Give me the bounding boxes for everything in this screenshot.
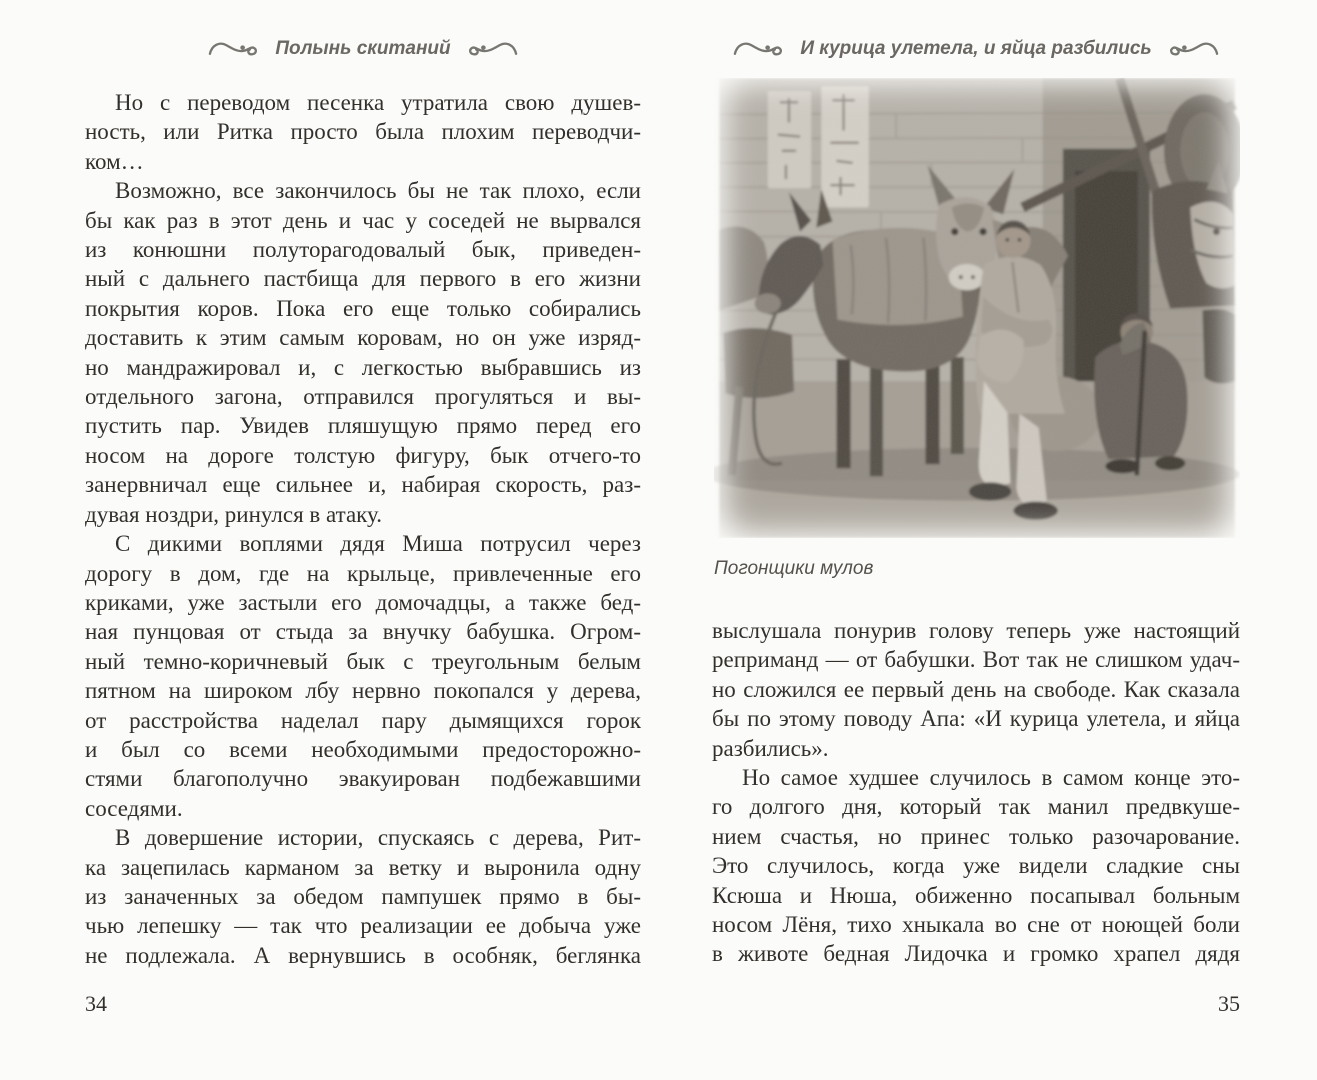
text-line: бы по этому поводу Апа: «И курица улетела, и яйца bbox=[712, 706, 1240, 732]
flourish-icon bbox=[208, 39, 258, 59]
text-line: пятном на широком лбу нервно покопался у дерева, bbox=[85, 678, 641, 704]
left-running-head bbox=[85, 36, 641, 62]
text-line: го долгого дня, который так манил предвкуше- bbox=[712, 794, 1240, 820]
text-line: в животе бедная Лидочка и громко храпел дядя bbox=[712, 941, 1240, 967]
text-line: покрытия коров. Пока его еще только собирались bbox=[85, 295, 641, 321]
photo-caption: Погонщики мулов bbox=[714, 558, 874, 579]
paragraph bbox=[85, 529, 641, 823]
text-line: стями благополучно эвакуирован подбежавшими bbox=[85, 766, 641, 792]
right-header-title: И курица улетела, и яйца разбились bbox=[800, 38, 1152, 59]
right-page-number: 35 bbox=[1218, 991, 1240, 1016]
text-line: Но с переводом песенка утратила свою душев- bbox=[115, 90, 641, 115]
text-line: отдельного загона, отправился прогуляться и вы- bbox=[85, 384, 641, 410]
text-line: ный с дальнего пастбища для первого в его жизни bbox=[85, 266, 641, 292]
text-line: Но самое худшее случилось в самом конце это- bbox=[742, 765, 1240, 791]
text-line: ная пунцовая от стыда за внучку бабушка. Огром- bbox=[85, 619, 641, 645]
text-line: соседями. bbox=[85, 795, 183, 821]
text-line: носом на дороге толстую фигуру, бык отчего-то bbox=[85, 442, 641, 468]
left-header-title: Полынь скитаний bbox=[275, 38, 451, 59]
text-line: ный темно-коричневый бык с треугольным белым bbox=[85, 648, 641, 674]
text-line: нием счастья, но принес только разочарование. bbox=[712, 823, 1240, 849]
paragraph bbox=[712, 763, 1240, 969]
text-line: носом Лёня, тихо хныкала во сне от ноющей боли bbox=[712, 912, 1240, 938]
text-line: ком… bbox=[85, 148, 144, 174]
text-line: реприманд — от бабушки. Вот так не слишком удач- bbox=[712, 647, 1240, 673]
text-line: бы как раз в этот день и час у соседей не вырвался bbox=[85, 207, 641, 233]
text-line: ность, или Ритка просто была плохим переводчи- bbox=[85, 119, 641, 145]
text-line: из заначенных за обедом пампушек прямо в бы- bbox=[85, 883, 641, 909]
text-line: пустить пар. Увидев пляшущую прямо перед его bbox=[85, 413, 641, 439]
paragraph bbox=[712, 616, 1240, 763]
paragraph bbox=[85, 823, 641, 970]
flourish-icon bbox=[1169, 39, 1219, 59]
text-line: разбились». bbox=[712, 735, 829, 761]
text-line: не подлежала. А вернувшись в особняк, беглянка bbox=[85, 942, 641, 968]
paragraph bbox=[85, 176, 641, 529]
text-line: выслушала понурив голову теперь уже настоящий bbox=[712, 618, 1240, 643]
flourish-icon bbox=[468, 39, 518, 59]
text-line: но мандражировал и, с легкостью выбравшись из bbox=[85, 354, 641, 380]
text-line: В довершение истории, спускаясь с дерева, Рит- bbox=[115, 825, 641, 851]
film-grain bbox=[719, 78, 1235, 538]
flourish-icon bbox=[733, 39, 783, 59]
text-line: и был со всеми необходимыми предосторожно- bbox=[85, 736, 641, 762]
right-text-block bbox=[712, 616, 1240, 969]
text-line: от расстройства наделал пару дымящихся горок bbox=[85, 707, 641, 733]
text-line: ка зацепилась карманом за ветку и выронила одну bbox=[85, 854, 641, 880]
left-text-block bbox=[85, 88, 641, 970]
text-line: Возможно, все закончилось бы не так плохо, если bbox=[115, 178, 641, 204]
left-page-number: 34 bbox=[85, 991, 107, 1016]
paragraph bbox=[85, 88, 641, 176]
photo-mule-drivers bbox=[714, 78, 1240, 538]
text-line: дорогу в дом, где на крыльце, привлеченные его bbox=[85, 560, 641, 586]
text-line: криками, уже застыли его домочадцы, а также бед- bbox=[85, 589, 641, 615]
text-line: Ксюша и Нюша, обиженно посапывал больным bbox=[712, 882, 1240, 908]
right-running-head bbox=[712, 36, 1240, 62]
photo-illustration bbox=[714, 78, 1240, 538]
text-line: но сложился ее первый день на свободе. Как сказала bbox=[712, 676, 1240, 702]
text-line: доставить к этим самым коровам, но он уже изряд- bbox=[85, 325, 641, 351]
text-line: чью лепешку — так что реализации ее добыча уже bbox=[85, 913, 641, 939]
text-line: дувая ноздри, ринулся в атаку. bbox=[85, 501, 382, 527]
text-line: занервничал еще сильнее и, набирая скорость, раз- bbox=[85, 472, 641, 498]
text-line: С дикими воплями дядя Миша потрусил через bbox=[115, 531, 641, 557]
text-line: из конюшни полуторагодовалый бык, приведен- bbox=[85, 237, 641, 263]
text-line: Это случилось, когда уже видели сладкие сны bbox=[712, 853, 1240, 879]
